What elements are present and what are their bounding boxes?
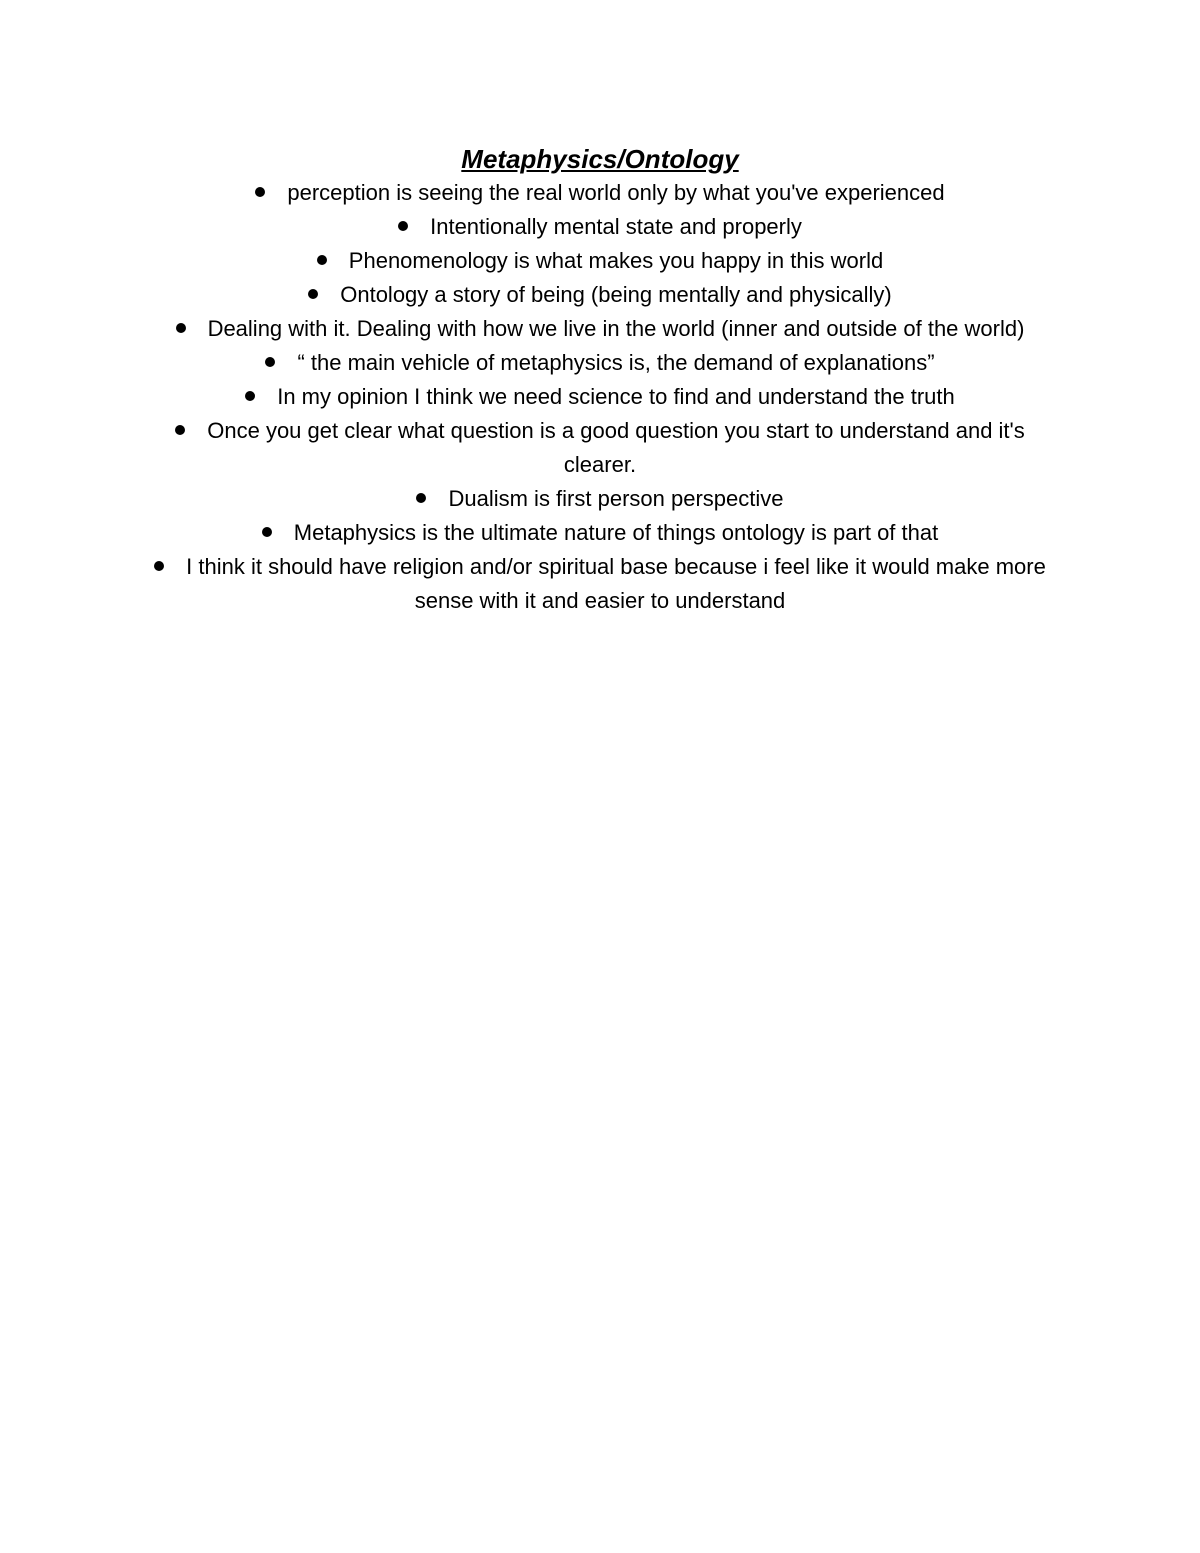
bullet-dot-icon (176, 323, 186, 333)
bullet-item (150, 380, 1050, 414)
bullet-item (150, 278, 1050, 312)
bullet-text: Once you get clear what question is a good question you start to understand and it's clearer. (207, 418, 1025, 477)
bullet-item (150, 482, 1050, 516)
bullet-item (150, 550, 1050, 618)
bullet-item (150, 312, 1050, 346)
document-body (150, 142, 1050, 618)
bullet-text: “ the main vehicle of metaphysics is, the demand of explanations” (297, 350, 935, 375)
bullet-list (150, 176, 1050, 618)
bullet-item (150, 176, 1050, 210)
bullet-text: Intentionally mental state and properly (430, 214, 802, 239)
bullet-item (150, 346, 1050, 380)
bullet-text: In my opinion I think we need science to find and understand the truth (277, 384, 955, 409)
bullet-text: Phenomenology is what makes you happy in this world (348, 248, 884, 273)
bullet-item (150, 244, 1050, 278)
bullet-text: perception is seeing the real world only by what you've experienced (287, 180, 945, 205)
bullet-dot-icon (255, 187, 265, 197)
bullet-text: I think it should have religion and/or spiritual base because i feel like it would make more sense with it and easier to understand (186, 554, 1046, 613)
bullet-dot-icon (416, 493, 426, 503)
bullet-dot-icon (398, 221, 408, 231)
bullet-dot-icon (262, 527, 272, 537)
bullet-dot-icon (245, 391, 255, 401)
bullet-item (150, 516, 1050, 550)
bullet-dot-icon (175, 425, 185, 435)
bullet-text: Ontology a story of being (being mentally and physically) (340, 282, 892, 307)
bullet-dot-icon (317, 255, 327, 265)
bullet-item (150, 414, 1050, 482)
bullet-dot-icon (154, 561, 164, 571)
bullet-dot-icon (308, 289, 318, 299)
bullet-text: Metaphysics is the ultimate nature of things ontology is part of that (293, 520, 939, 545)
bullet-dot-icon (265, 357, 275, 367)
document-title: Metaphysics/Ontology (461, 144, 739, 174)
bullet-item (150, 210, 1050, 244)
bullet-text: Dealing with it. Dealing with how we live in the world (inner and outside of the world) (207, 316, 1025, 341)
bullet-text: Dualism is first person perspective (448, 486, 784, 511)
